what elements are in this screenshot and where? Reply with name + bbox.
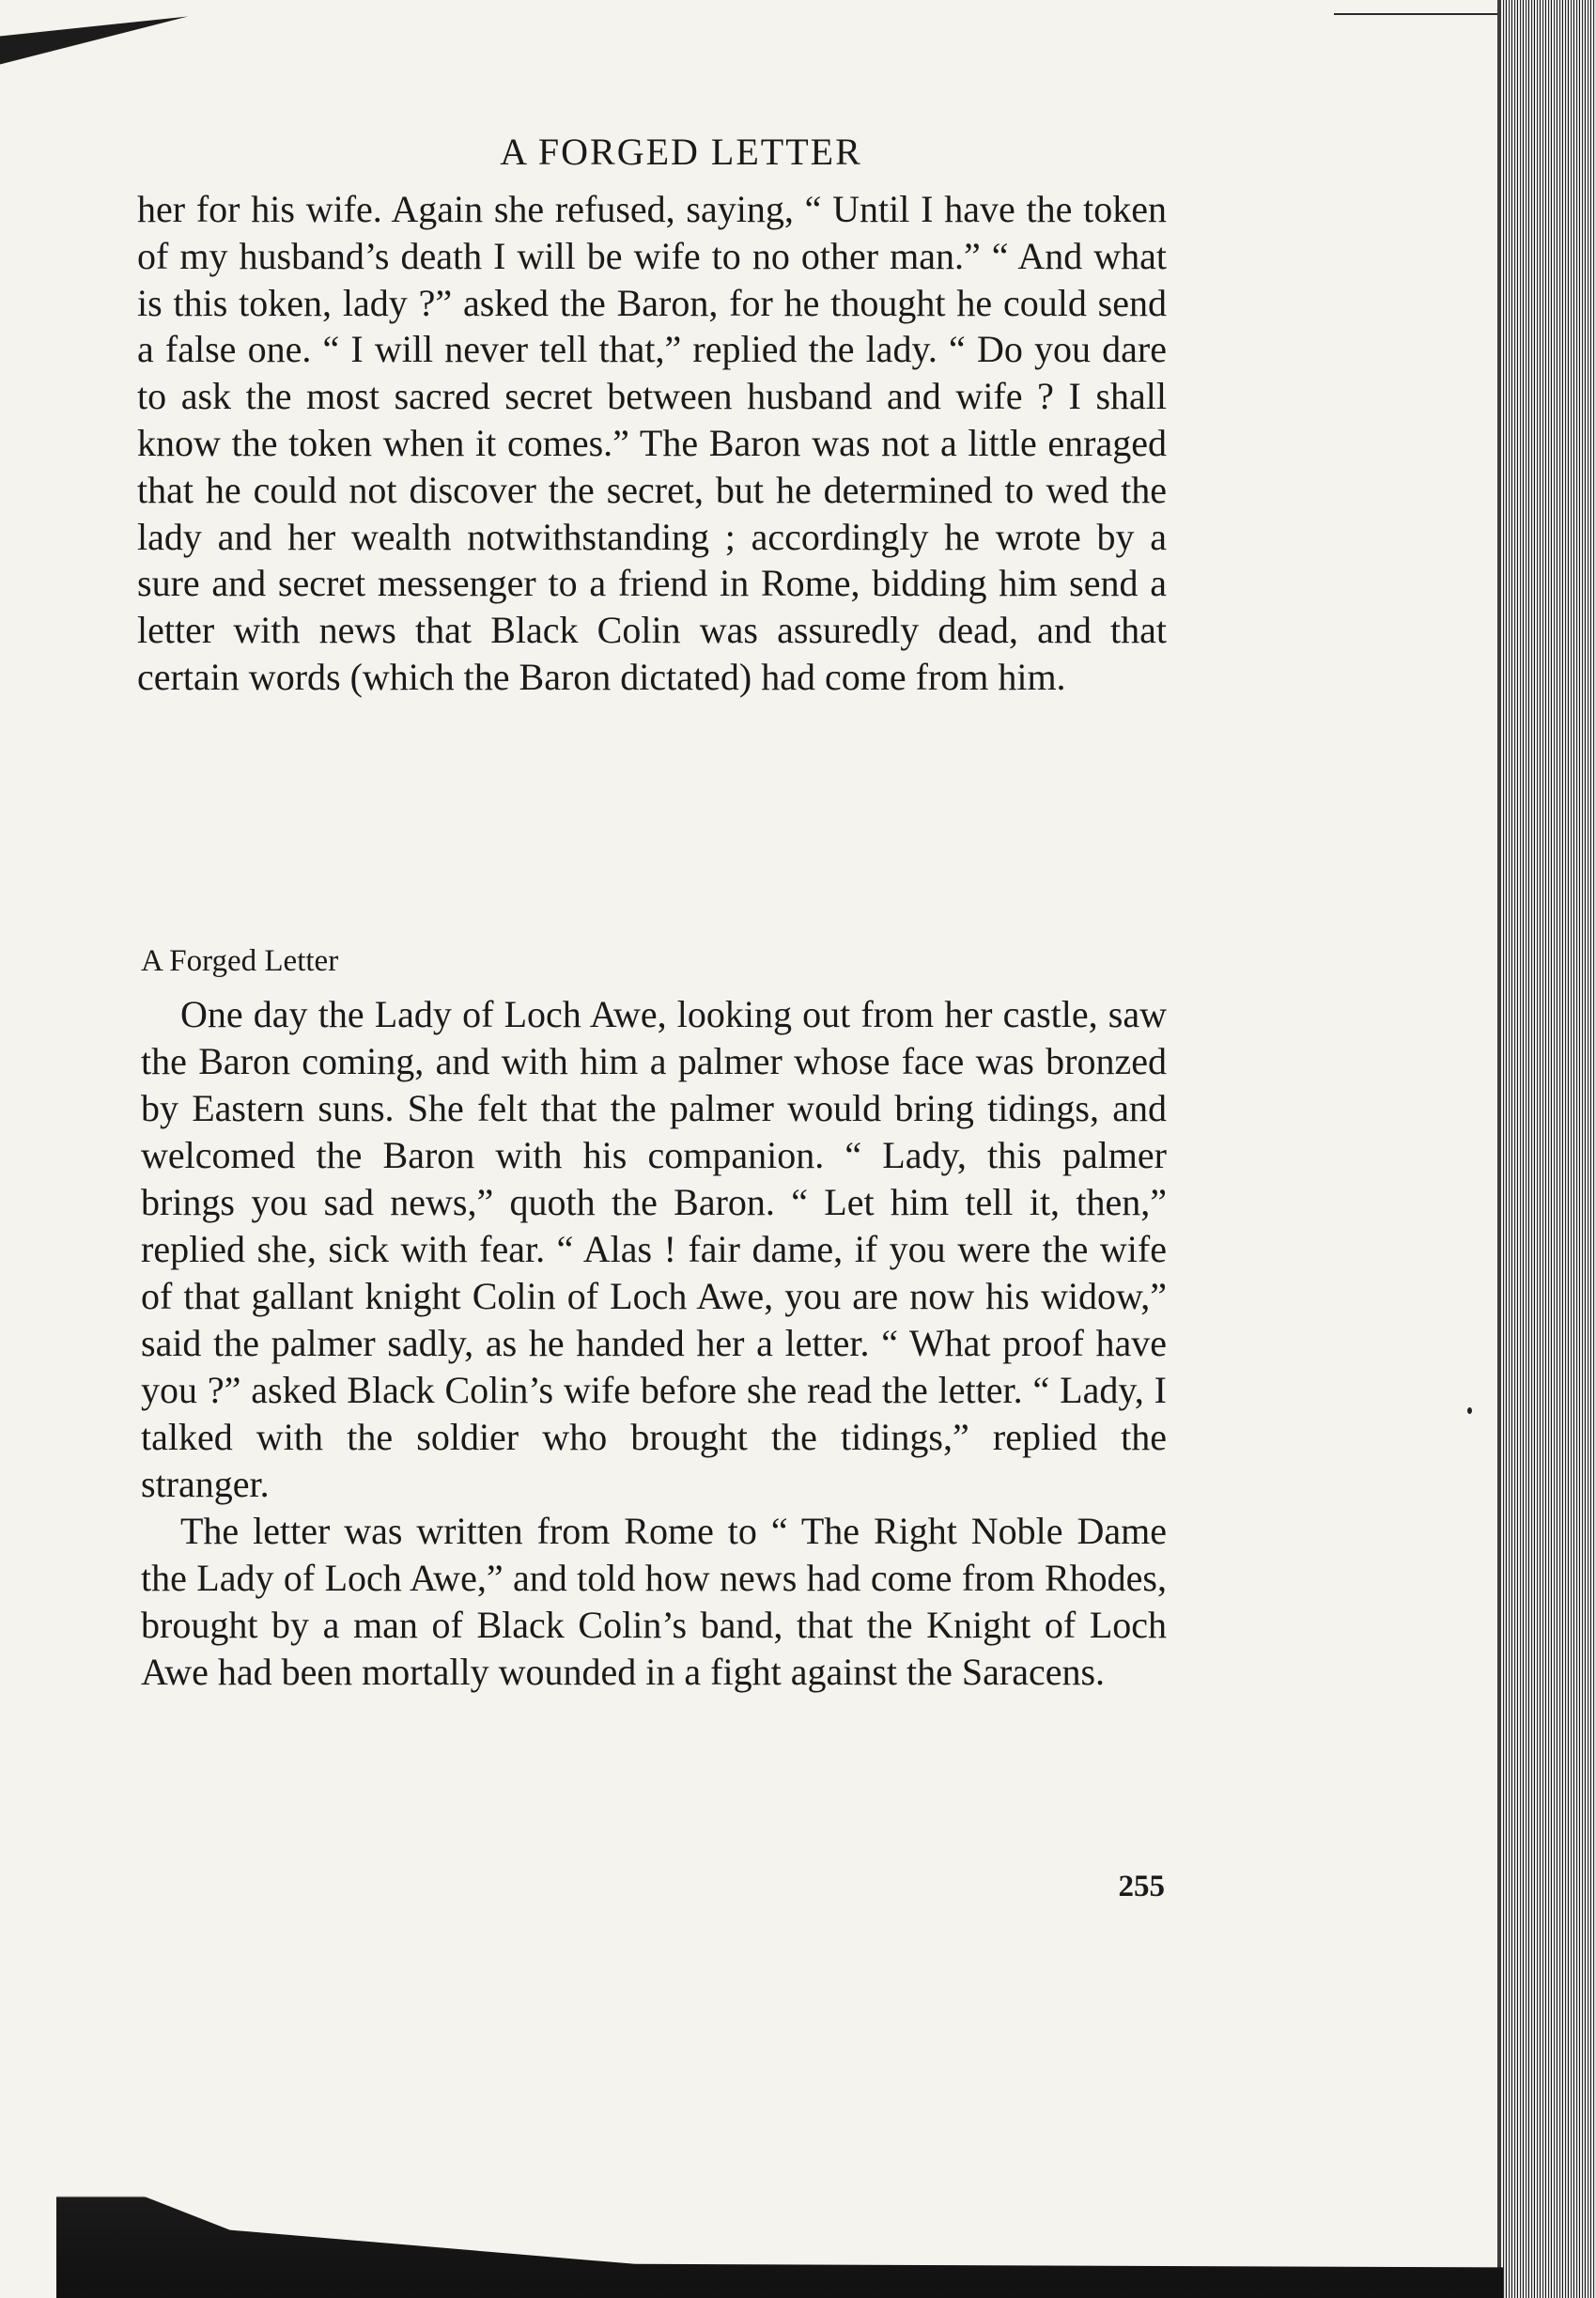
continuation-text xyxy=(137,186,1167,701)
continuation-paragraph: her for his wife. Again she refused, saying, “ Until I have the token of my husband’s death I will be wife to no other man.” “ And what is this token, lady ?” asked the Baron, for he thought he could send a false one. “ I will never tell that,” replied the lady. “ Do you dare to ask the most sacred secret between husband and wife ? I shall know the token when it comes.” The Baron was not a little enraged that he could not discover the secret, but he determined to wed the lady and her wealth notwithstanding ; accordingly he wrote by a sure and secret messenger to a friend in Rome, bidding him send a letter with news that Black Colin was assuredly dead, and that certain words (which the Baron dictated) had come from him. xyxy=(137,188,1167,698)
body-paragraph: One day the Lady of Loch Awe, looking out from her castle, saw the Baron coming, and with him a palmer whose face was bronzed by Eastern suns. She felt that the palmer would bring tidings, and welcomed the Baron with his companion. “ Lady, this palmer brings you sad news,” quoth the Baron. “ Let him tell it, then,” replied she, sick with fear. “ Alas ! fair dame, if you were the wife of that gallant knight Colin of Loch Awe, you are now his widow,” said the palmer sadly, as he handed her a letter. “ What proof have you ?” asked Black Colin’s wife before she read the letter. “ Lady, I talked with the soldier who brought the tidings,” replied the stranger. xyxy=(141,993,1167,1505)
scan-shadow-bottom xyxy=(56,2128,1503,2298)
scan-speck xyxy=(1467,1407,1472,1414)
running-head: A FORGED LETTER xyxy=(500,131,862,173)
book-spine xyxy=(1501,0,1596,2298)
scan-shadow-top xyxy=(0,16,188,64)
body-paragraph: The letter was written from Rome to “ The Right Noble Dame the Lady of Loch Awe,” and told how news had come from Rhodes, brought by a man of Black Colin’s band, that the Knight of Loch Awe had been mortally wounded in a fight against the Saracens. xyxy=(141,1510,1167,1693)
section-heading: A Forged Letter xyxy=(141,944,339,978)
section-body xyxy=(141,991,1167,1696)
page-number: 255 xyxy=(1118,1870,1165,1903)
